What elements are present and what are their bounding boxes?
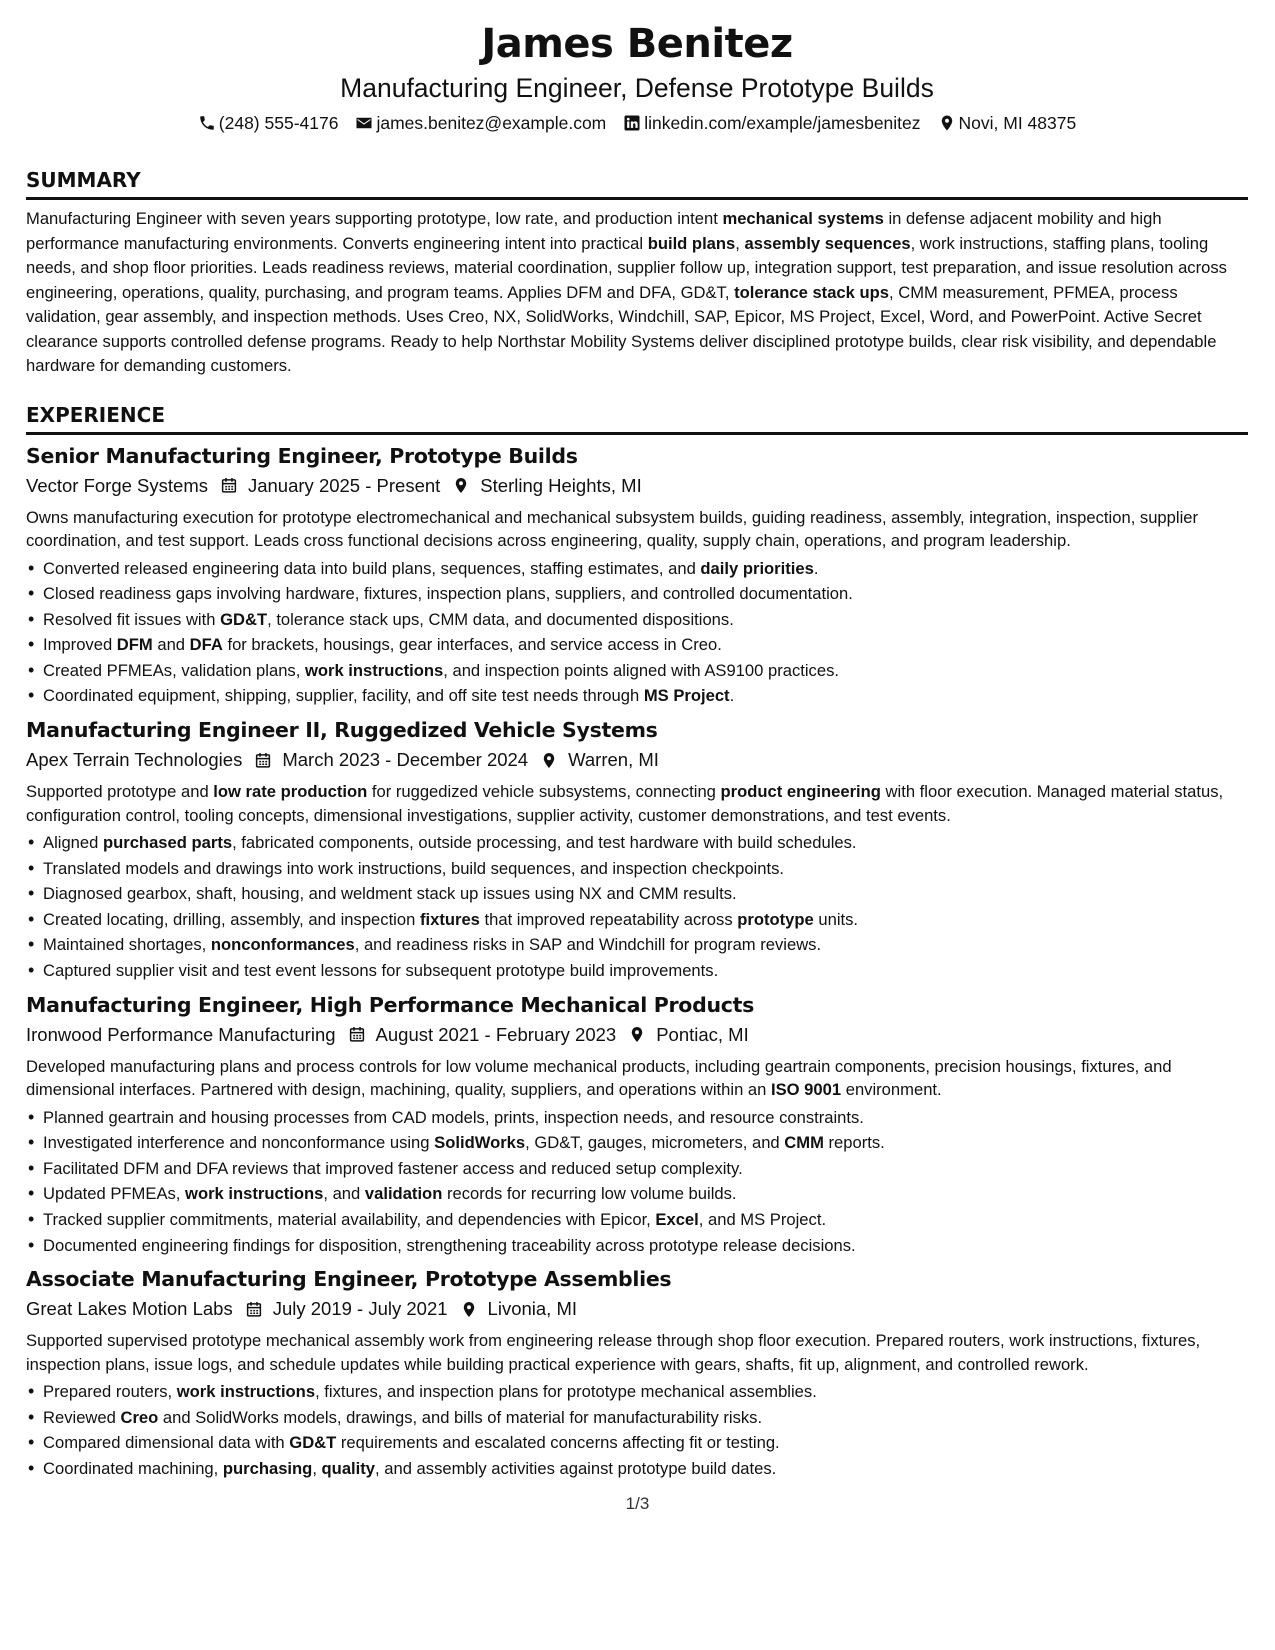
job-description [26, 1329, 1248, 1376]
contact-linkedin[interactable] [623, 110, 920, 136]
text-segment: . [813, 558, 819, 578]
text-segment: Facilitated DFM and DFA reviews that improved fastener access and reduced setup complexity. [43, 1158, 743, 1178]
summary-text [26, 207, 1248, 379]
bullet-item [26, 683, 1248, 709]
job-meta [26, 471, 1248, 501]
job-location: Sterling Heights, MI [480, 474, 642, 496]
text-segment: , CMM measurement, PFMEA, process validation, gear assembly, and inspection methods. Uses Creo, NX, SolidWorks, Windchill, SAP, Epicor, MS Project, Excel, Word, and PowerPoint. Active Secret clearance supports controlled defense programs. Ready to help Northstar Mobility Systems deliver disciplined prototype builds, clear risk visibility, and dependable hardware for demanding customers. [26, 282, 1217, 375]
bold-text: fixtures [419, 909, 480, 929]
experience-list [26, 441, 1248, 1482]
bullet-item [26, 932, 1248, 958]
bold-text: build plans [647, 233, 736, 253]
text-segment: , [312, 1458, 322, 1478]
bold-text: CMM [784, 1133, 824, 1153]
experience-heading: EXPERIENCE [26, 401, 1248, 435]
location-icon [628, 1025, 646, 1044]
bullet-item [26, 1156, 1248, 1182]
bold-text: Excel [655, 1210, 699, 1229]
location-icon [540, 751, 558, 770]
page-number: 1/3 [625, 1494, 650, 1513]
calendar-icon [245, 1300, 263, 1319]
text-segment: Tracked supplier commitments, material availability, and dependencies with Epicor, [43, 1210, 656, 1229]
bold-text: GD&T [289, 1433, 337, 1453]
bullet-item [26, 881, 1248, 907]
bullet-item [26, 632, 1248, 658]
job-company: Vector Forge Systems [26, 474, 208, 496]
job-entry [26, 990, 1248, 1259]
job-bullets [26, 830, 1248, 984]
text-segment: Improved [43, 635, 117, 655]
text-segment: Supported supervised prototype mechanical assembly work from engineering release through shop floor execution. Prepared routers, work instructions, fixtures, inspection plans, issue logs, and schedule updates while building practical experience with gears, shafts, fit up, alignment, and controlled rework. [26, 1331, 1201, 1374]
job-bullets [26, 556, 1248, 710]
job-description [26, 780, 1248, 827]
text-segment: Coordinated equipment, shipping, supplier, facility, and off site test needs through [43, 686, 644, 706]
bold-text: prototype [737, 909, 814, 929]
job-title: Senior Manufacturing Engineer, Prototype Builds [26, 443, 578, 468]
linkedin-icon [623, 114, 641, 132]
bullet-item [26, 1130, 1248, 1156]
bold-text: SolidWorks [434, 1133, 526, 1153]
text-segment: Created PFMEAs, validation plans, [43, 660, 305, 680]
text-segment: and [152, 635, 190, 655]
text-segment: for ruggedized vehicle subsystems, connecting [367, 782, 721, 802]
job-meta [26, 1294, 1248, 1324]
text-segment: Updated PFMEAs, [43, 1184, 186, 1204]
text-segment: in defense adjacent mobility and high performance manufacturing environments. Converts engineering intent into practical [26, 209, 1162, 253]
job-meta [26, 1020, 1248, 1050]
bullet-item [26, 958, 1248, 984]
text-segment: Diagnosed gearbox, shaft, housing, and weldment stack up issues using NX and CMM results. [43, 884, 737, 904]
bullet-item [26, 856, 1248, 882]
bold-text: Creo [120, 1407, 159, 1427]
text-segment: Created locating, drilling, assembly, and inspection [43, 909, 420, 929]
job-dates: January 2025 - Present [247, 474, 441, 496]
text-segment: Translated models and drawings into work instructions, build sequences, and inspection checkpoints. [43, 858, 784, 878]
bullet-item [26, 1456, 1248, 1482]
candidate-name: James Benitez [481, 21, 793, 67]
calendar-icon [348, 1025, 366, 1044]
text-segment: Supported prototype and [26, 782, 214, 802]
text-segment: Prepared routers, [43, 1382, 177, 1402]
text-segment: Documented engineering findings for disposition, strengthening traceability across prototype release decisions. [43, 1235, 856, 1255]
bold-text: product engineering [720, 782, 881, 802]
text-segment: Compared dimensional data with [43, 1433, 290, 1453]
bold-text: DFA [189, 635, 223, 655]
contact-location [938, 110, 1077, 136]
job-bullets [26, 1379, 1248, 1481]
phone-icon [198, 114, 216, 132]
text-segment: Closed readiness gaps involving hardware, fixtures, inspection plans, suppliers, and controlled documentation. [43, 584, 853, 604]
job-company: Apex Terrain Technologies [26, 749, 243, 771]
text-segment: units. [813, 909, 859, 929]
text-segment: Planned geartrain and housing processes from CAD models, prints, inspection needs, and resource constraints. [43, 1107, 864, 1127]
text-segment: Manufacturing Engineer with seven years supporting prototype, low rate, and production intent [26, 209, 723, 228]
bold-text: quality [321, 1458, 376, 1478]
bold-text: work instructions [185, 1184, 324, 1204]
text-segment: requirements and escalated concerns affecting fit or testing. [336, 1433, 780, 1453]
job-title: Manufacturing Engineer II, Ruggedized Vehicle Systems [26, 718, 658, 743]
job-entry [26, 441, 1248, 710]
text-segment: Reviewed [43, 1407, 121, 1427]
bold-text: DFM [116, 635, 153, 655]
job-location: Pontiac, MI [656, 1023, 749, 1045]
contact-info [26, 110, 1248, 136]
text-segment: , and MS Project. [698, 1210, 827, 1229]
text-segment: , work instructions, staffing plans, tooling needs, and shop floor priorities. Leads readiness reviews, material coordination, supplier follow up, integration support, test preparation, and issue resolution across engineering, operations, quality, purchasing, and program teams. Applies DFM and DFA, GD&T, [26, 233, 1227, 302]
contact-linkedin-text[interactable]: linkedin.com/example/jamesbenitez [644, 113, 921, 133]
text-segment: reports. [823, 1133, 885, 1153]
text-segment: , and readiness risks in SAP and Windchill for program reviews. [354, 935, 822, 955]
contact-location-text: Novi, MI 48375 [958, 113, 1077, 133]
job-entry [26, 1264, 1248, 1481]
text-segment: environment. [841, 1080, 942, 1100]
text-segment: Coordinated machining, [43, 1458, 223, 1478]
contact-email[interactable] [355, 110, 606, 136]
text-segment: Captured supplier visit and test event lessons for subsequent prototype build improvements. [43, 961, 719, 981]
bold-text: tolerance stack ups [734, 282, 890, 302]
bold-text: nonconformances [210, 935, 355, 955]
calendar-icon [220, 476, 238, 495]
text-segment: , and assembly activities against prototype build dates. [375, 1458, 777, 1478]
job-dates: July 2019 - July 2021 [272, 1298, 448, 1320]
job-dates: August 2021 - February 2023 [375, 1023, 617, 1045]
bold-text: GD&T [220, 609, 268, 629]
text-segment: Developed manufacturing plans and process controls for low volume mechanical products, including geartrain components, precision housings, fixtures, and dimensional interfaces. Partnered with design, machining, quality, suppliers, and operations within an [26, 1056, 1172, 1100]
location-icon [938, 114, 956, 132]
text-segment: , tolerance stack ups, CMM data, and documented dispositions. [267, 609, 734, 629]
resume-header [26, 18, 1248, 136]
contact-email-text[interactable]: james.benitez@example.com [376, 113, 607, 133]
bold-text: daily priorities [700, 558, 814, 578]
text-segment: Resolved fit issues with [43, 609, 221, 629]
email-icon [355, 114, 373, 132]
job-entry [26, 715, 1248, 984]
bold-text: MS Project [643, 686, 730, 706]
text-segment: , and inspection points aligned with AS9100 practices. [443, 660, 839, 680]
text-segment: , fabricated components, outside processing, and test hardware with build schedules. [232, 833, 857, 853]
job-company: Ironwood Performance Manufacturing [26, 1023, 336, 1045]
calendar-icon [254, 751, 272, 770]
job-description [26, 1055, 1248, 1102]
bullet-item [26, 1233, 1248, 1259]
text-segment: that improved repeatability across [479, 909, 738, 929]
bold-text: ISO 9001 [770, 1080, 842, 1100]
bullet-item [26, 607, 1248, 633]
bullet-item [26, 1105, 1248, 1131]
job-location: Livonia, MI [487, 1298, 578, 1320]
location-icon [452, 476, 470, 495]
job-company: Great Lakes Motion Labs [26, 1298, 233, 1320]
location-icon [460, 1300, 478, 1319]
job-meta [26, 745, 1248, 775]
bullet-item [26, 658, 1248, 684]
text-segment: with floor execution. Managed material status, configuration control, tooling concepts, dimensional investigations, supplier activity, customer demonstrations, and test events. [26, 782, 1224, 825]
bullet-item [26, 581, 1248, 607]
summary-heading: SUMMARY [26, 166, 1248, 200]
bold-text: work instructions [176, 1382, 316, 1402]
bullet-item [26, 1181, 1248, 1207]
text-segment: Investigated interference and nonconformance using [43, 1133, 435, 1153]
bold-text: work instructions [304, 660, 444, 680]
job-dates: March 2023 - December 2024 [282, 749, 529, 771]
bullet-item [26, 1207, 1248, 1233]
text-segment: and SolidWorks models, drawings, and bills of material for manufacturability risks. [158, 1407, 763, 1427]
text-segment: for brackets, housings, gear interfaces, and service access in Creo. [222, 635, 722, 655]
resume-page [26, 18, 1248, 1482]
job-location: Warren, MI [568, 749, 659, 771]
bold-text: mechanical systems [722, 209, 884, 228]
text-segment: Owns manufacturing execution for prototype electromechanical and mechanical subsystem builds, guiding readiness, assembly, integration, inspection, supplier coordination, and test support. Leads cross functional decisions across engineering, quality, supply chain, operations, and program leadership. [26, 507, 1199, 550]
text-segment: Aligned [43, 833, 103, 853]
job-title: Associate Manufacturing Engineer, Prototype Assemblies [26, 1267, 672, 1292]
text-segment: Converted released engineering data into build plans, sequences, staffing estimates, and [43, 558, 701, 578]
bold-text: purchased parts [102, 833, 233, 853]
job-title: Manufacturing Engineer, High Performance Mechanical Products [26, 992, 754, 1017]
text-segment: , GD&T, gauges, micrometers, and [525, 1133, 785, 1153]
bullet-item [26, 830, 1248, 856]
contact-phone [198, 110, 339, 136]
bold-text: low rate production [213, 782, 368, 802]
text-segment: , fixtures, and inspection plans for prototype mechanical assemblies. [315, 1382, 817, 1402]
bold-text: assembly sequences [744, 233, 911, 253]
text-segment: , [735, 233, 745, 253]
bullet-item [26, 1430, 1248, 1456]
job-description [26, 506, 1248, 553]
job-bullets [26, 1105, 1248, 1259]
contact-phone-text: (248) 555-4176 [218, 113, 339, 133]
bold-text: validation [364, 1184, 443, 1204]
candidate-headline: Manufacturing Engineer, Defense Prototype Builds [340, 73, 934, 103]
text-segment: . [729, 686, 735, 706]
bold-text: purchasing [222, 1458, 313, 1478]
bullet-item [26, 1405, 1248, 1431]
bullet-item [26, 907, 1248, 933]
bullet-item [26, 1379, 1248, 1405]
text-segment: , and [323, 1184, 365, 1204]
bullet-item [26, 556, 1248, 582]
text-segment: Maintained shortages, [43, 935, 211, 955]
text-segment: records for recurring low volume builds. [442, 1184, 737, 1204]
